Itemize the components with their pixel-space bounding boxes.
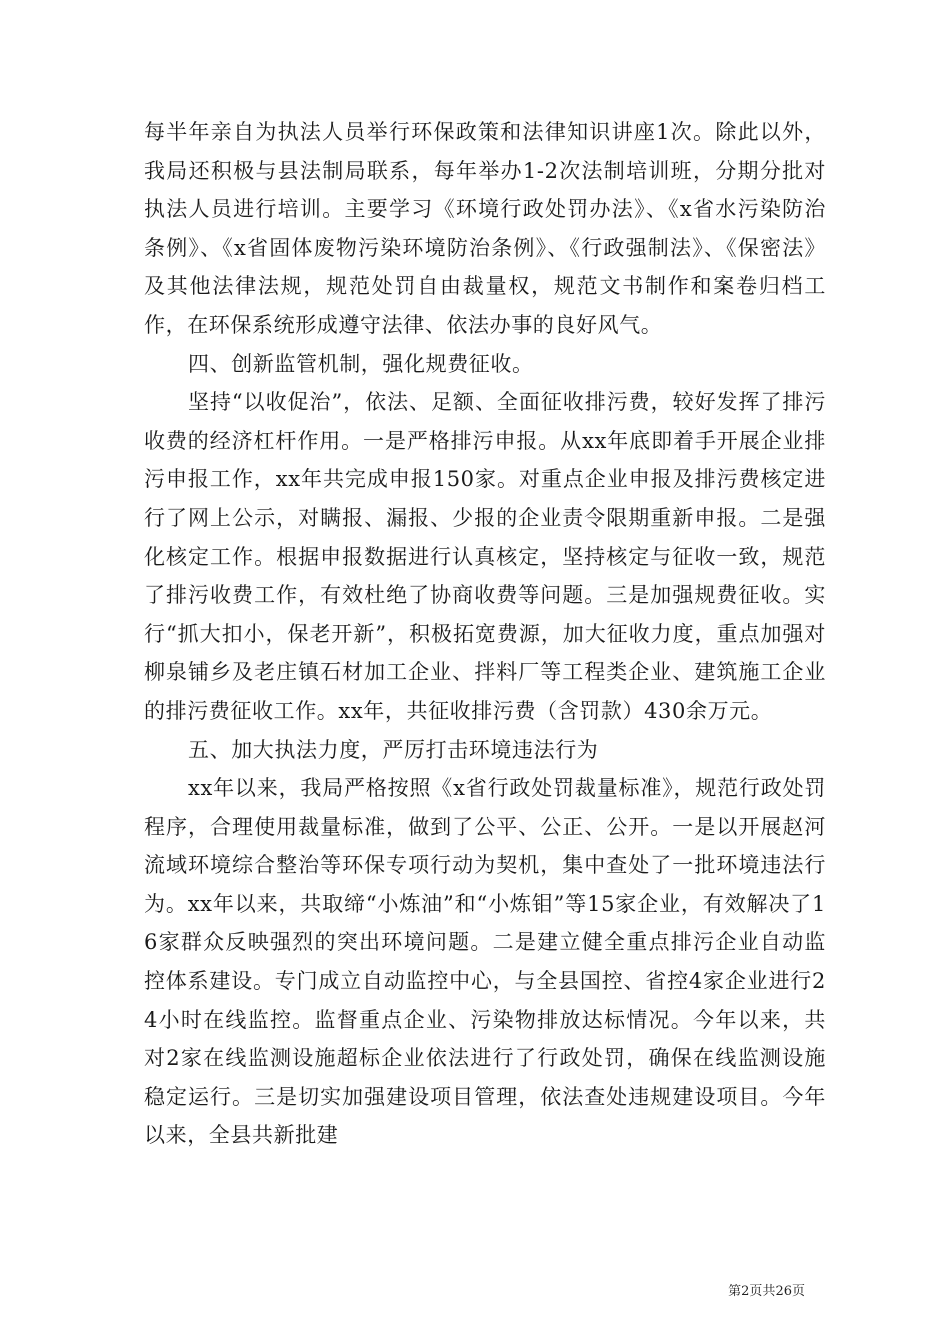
total-page-count: 26 <box>775 1284 792 1299</box>
current-page-number: 2 <box>741 1284 750 1299</box>
heading-section-five: 五、加大执法力度，严厉打击环境违法行为 <box>188 737 599 762</box>
paragraph-legal-training: 每半年亲自为执法人员举行环保政策和法律知识讲座1次。除此以外，我局还积极与县法制局联系，每年举办1-2次法制培训班，分期分批对执法人员进行培训。主要学习《环境行政处罚办法》、《x省水污染防治条例》、《x省固体废物污染环境防治条例》、《行政强制法》、《保密法》及其他法律法规，规范处罚自由裁量权，规范文书制作和案卷归档工作，在环保系统形成遵守法律、依法办事的良好风气。 <box>144 120 826 337</box>
paragraph-enforcement: xx年以来，我局严格按照《x省行政处罚裁量标准》，规范行政处罚程序，合理使用裁量标准，做到了公平、公正、公开。一是以开展赵河流域环境综合整治等环保专项行动为契机，集中查处了一批环境违法行为。xx年以来，共取缔“小炼油”和“小炼钼”等15家企业，有效解决了16家群众反映强烈的突出环境问题。二是建立健全重点排污企业自动监控体系建设。专门成立自动监控中心，与全县国控、省控4家企业进行24小时在线监控。监督重点企业、污染物排放达标情况。今年以来，共对2家在线监测设施超标企业依法进行了行政处罚，确保在线监测设施稳定运行。三是切实加强建设项目管理，依法查处违规建设项目。今年以来，全县共新批建 <box>144 776 826 1148</box>
paragraph-fee-collection: 坚持“以收促治”，依法、足额、全面征收排污费，较好发挥了排污收费的经济杠杆作用。一是严格排污申报。从xx年底即着手开展企业排污申报工作，xx年共完成申报150家。对重点企业申报及排污费核定进行了网上公示，对瞒报、漏报、少报的企业责令限期重新申报。二是强化核定工作。根据申报数据进行认真核定，坚持核定与征收一致，规范了排污收费工作，有效杜绝了协商收费等问题。三是加强规费征收。实行“抓大扣小，保老开新”，积极拓宽费源，加大征收力度，重点加强对柳泉铺乡及老庄镇石材加工企业、拌料厂等工程类企业、建筑施工企业的排污费征收工作。xx年，共征收排污费（含罚款）430余万元。 <box>144 390 826 723</box>
document-body <box>144 113 826 1155</box>
footer-suffix: 页 <box>791 1284 805 1299</box>
footer-prefix: 第 <box>728 1284 742 1299</box>
page-number-footer <box>728 1280 805 1299</box>
heading-section-four: 四、创新监管机制，强化规费征收。 <box>188 351 534 376</box>
footer-middle: 页共 <box>749 1284 776 1299</box>
